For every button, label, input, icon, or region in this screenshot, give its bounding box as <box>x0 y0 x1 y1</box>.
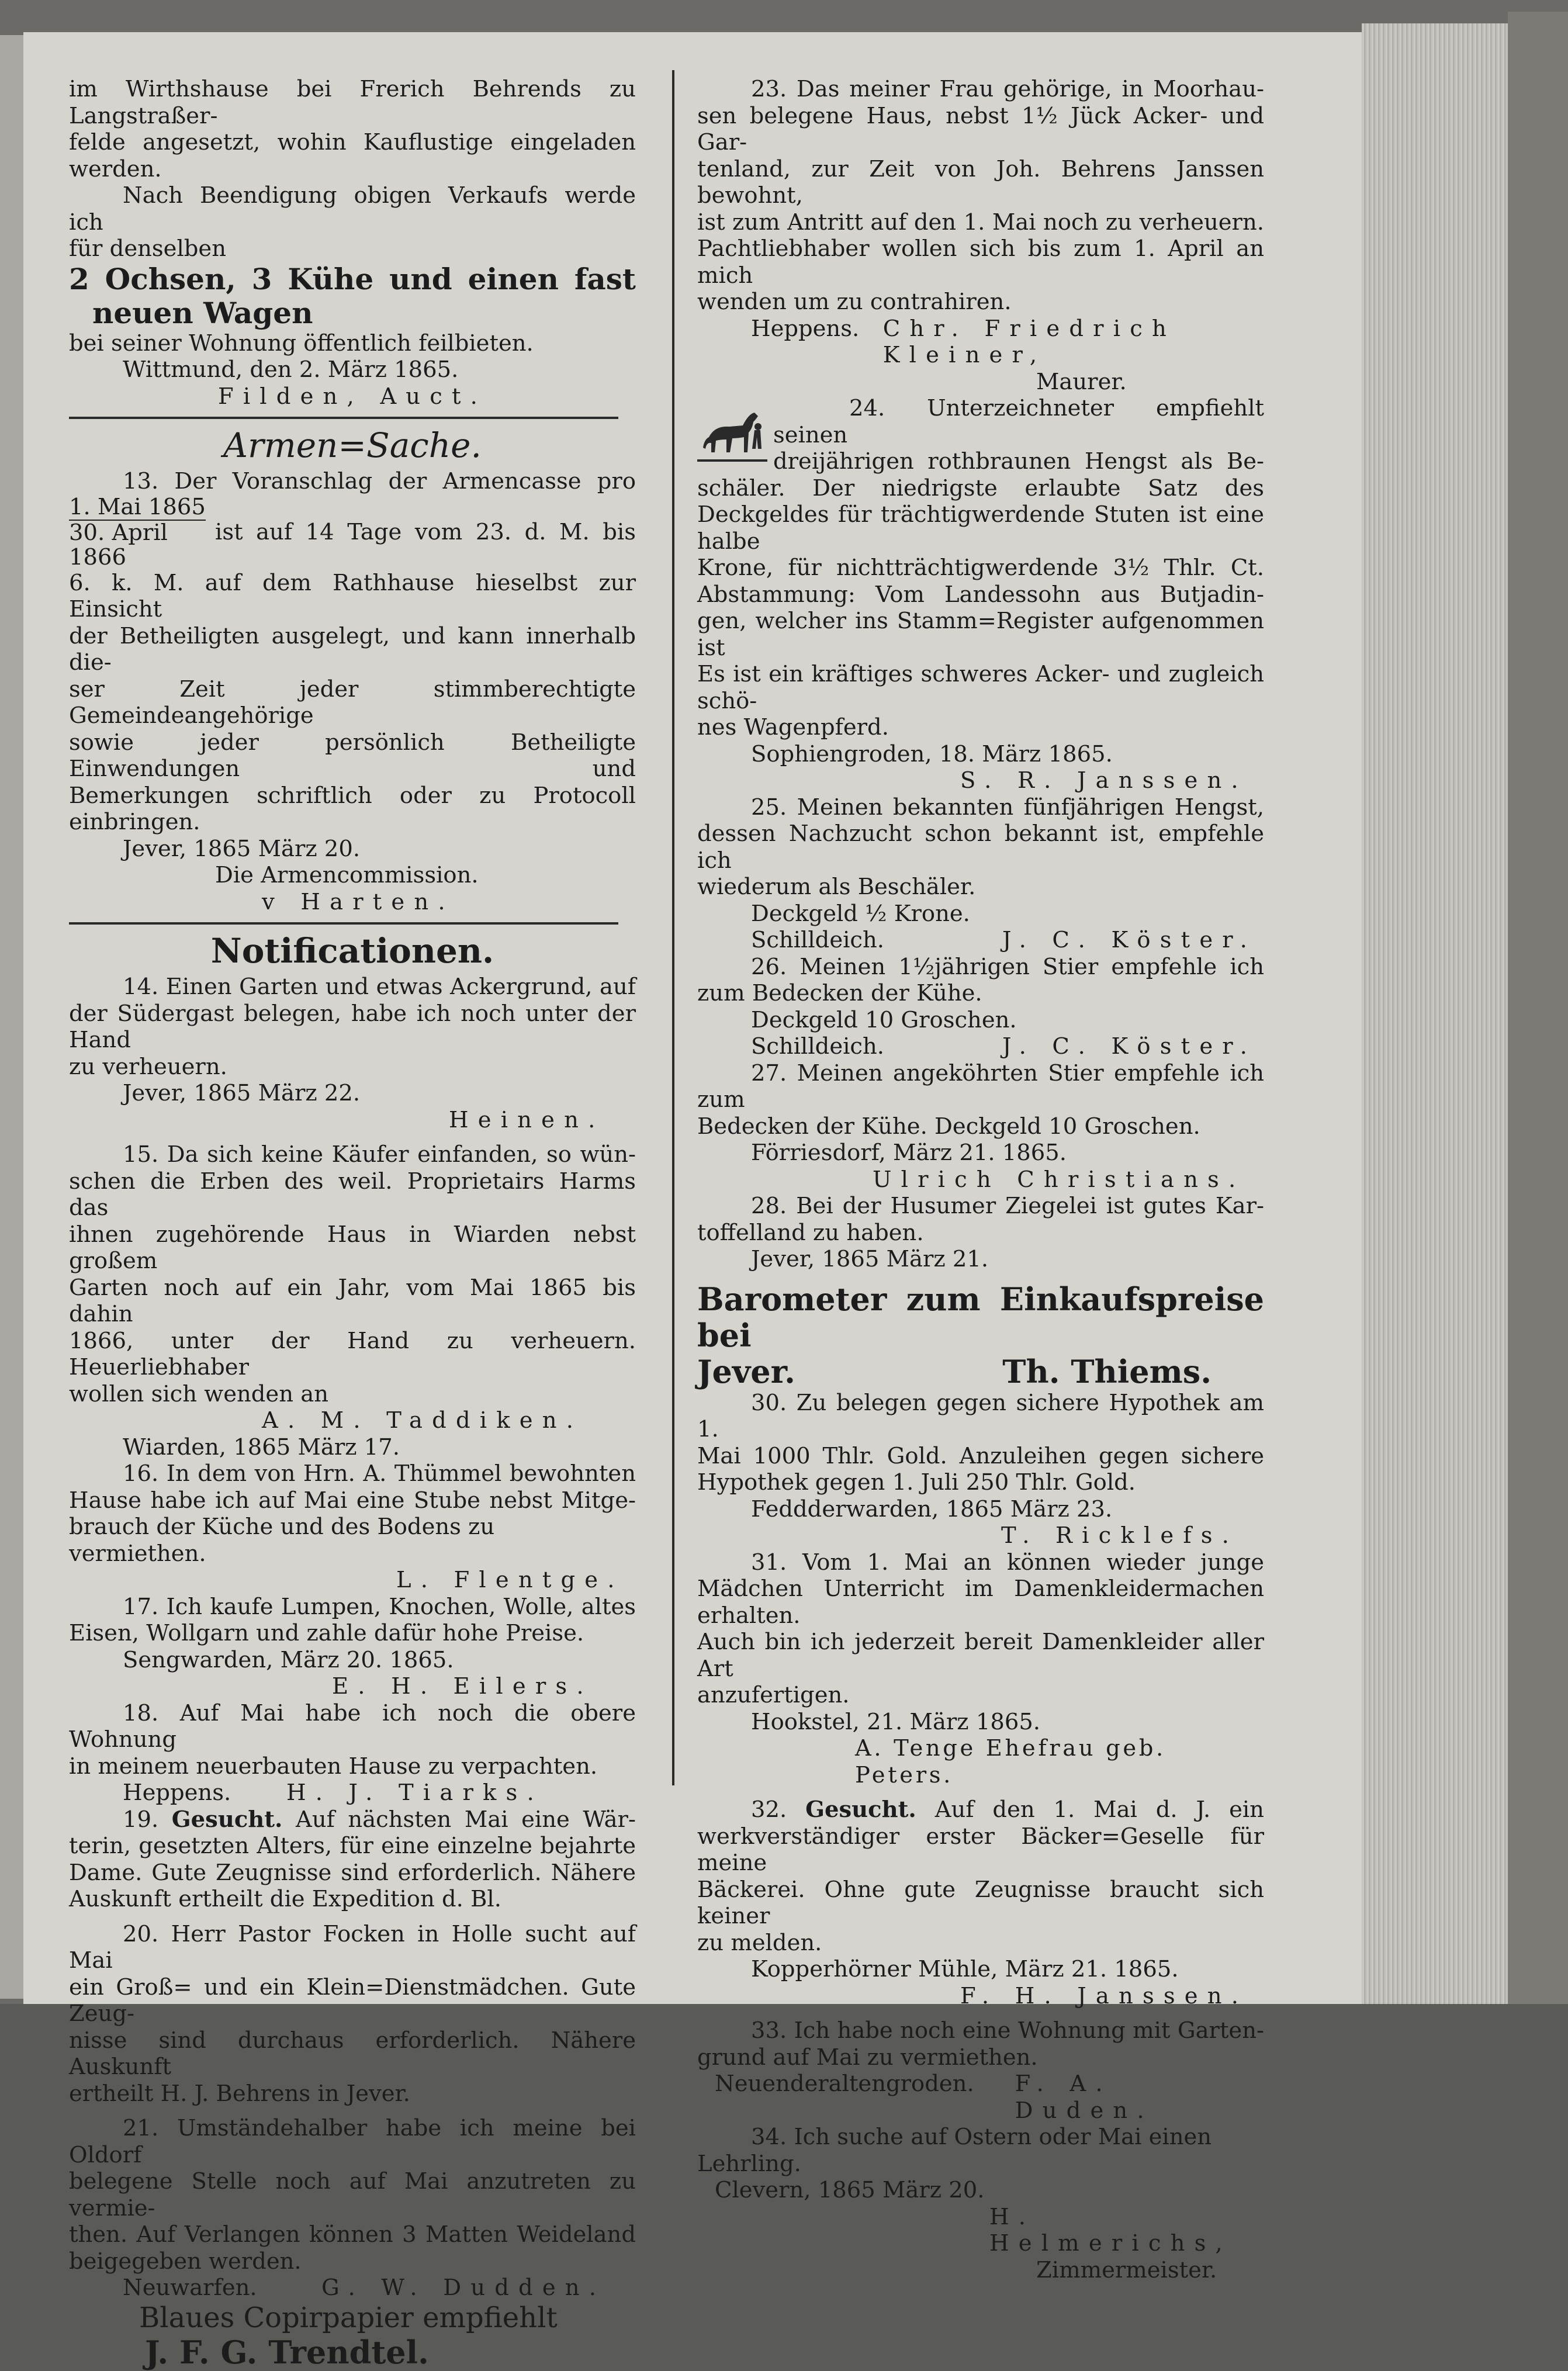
dateline: Sengwarden, März 20. 1865. <box>123 1646 454 1673</box>
occupation: Zimmermeister. <box>1036 2256 1217 2283</box>
notice-23 <box>697 76 1264 395</box>
spacer <box>69 1913 636 1921</box>
dateline: Hookstel, 21. März 1865. <box>751 1708 1041 1735</box>
text-line: sen belegene Haus, nebst 1½ Jück Acker- und Gar- <box>697 102 1264 155</box>
fee: Deckgeld 10 Groschen. <box>751 1006 1017 1033</box>
signature: Chr. Friedrich Kleiner, <box>882 315 1176 368</box>
auction-headline: neuen Wagen <box>92 295 313 330</box>
text-line: Eisen, Wollgarn und zahle dafür hohe Preise. <box>69 1620 584 1646</box>
signature: F. A. Duden. <box>1015 2071 1154 2124</box>
dateline: Heppens. <box>751 315 860 342</box>
text-line: 25. Meinen bekannten fünfjährigen Hengst, <box>751 794 1264 821</box>
section-rule <box>69 417 618 419</box>
text-line: 1866, unter der Hand zu verheuern. Heuerliebhaber <box>69 1327 636 1380</box>
date-range-row <box>69 495 636 570</box>
text-line <box>697 1797 1264 1823</box>
text-line <box>69 1806 636 1833</box>
ad-brand: Th. Thiems. <box>1002 1352 1212 1390</box>
text-line: Krone, für nichtträchtigwerdende 3½ Thlr. Ct. <box>697 555 1264 581</box>
signature: S. R. Janssen. <box>960 767 1248 794</box>
text-line: Nach Beendigung obigen Verkaufs werde ich <box>69 182 636 236</box>
right-column <box>697 76 1264 2283</box>
text-line: Garten noch auf ein Jahr, vom Mai 1865 bis dahin <box>69 1274 636 1327</box>
dateline: Kopperhörner Mühle, März 21. 1865. <box>751 1956 1179 1982</box>
text-line: zu verheuern. <box>69 1053 227 1080</box>
text-fragment: 24. Unterzeichneter empfiehlt seinen <box>773 395 1264 448</box>
text-line: 14. Einen Garten und etwas Ackergrund, auf <box>123 974 636 1000</box>
notice-number: 19. <box>123 1806 159 1833</box>
previous-page-edge <box>0 35 23 1999</box>
text-line: werkverständiger erster Bäcker=Geselle für meine <box>697 1823 1264 1876</box>
text-line: felde angesetzt, wohin Kauflustige eingeladen werden. <box>69 129 636 182</box>
keyword-gesucht: Gesucht. <box>805 1797 916 1823</box>
notice-28 <box>697 1193 1264 1273</box>
dateline: Schilldeich. <box>751 1033 885 1060</box>
dateline: Sophiengroden, 18. März 1865. <box>751 740 1113 767</box>
text-line: tenland, zur Zeit von Joh. Behrens Janssen bewohnt, <box>697 155 1264 209</box>
text-line: zu melden. <box>697 1929 822 1956</box>
text-line: für denselben <box>69 236 226 262</box>
text-line: Wittmund, den 2. März 1865. <box>123 356 459 383</box>
section-title-notificationen: Notificationen. <box>210 931 494 971</box>
fee: Deckgeld ½ Krone. <box>751 900 970 927</box>
dateline: Clevern, 1865 März 20. <box>715 2177 985 2203</box>
text-line: 34. Ich suche auf Ostern oder Mai einen Lehrling. <box>697 2124 1212 2177</box>
text-line: Pachtliebhaber wollen sich bis zum 1. April an mich <box>697 236 1264 289</box>
text-line: 13. Der Voranschlag der Armencasse pro <box>123 468 636 494</box>
dateline: Neuwarfen. <box>123 2275 257 2301</box>
advertisement-barometer <box>697 1281 1264 1390</box>
notice-34 <box>697 2124 1264 2283</box>
text-line: 6. k. M. auf dem Rathhause hieselbst zur Einsicht <box>69 569 636 622</box>
signature-row <box>697 1033 1264 1060</box>
text-line: toffelland zu haben. <box>697 1219 924 1246</box>
text-line: Dame. Gute Zeugnisse sind erforderlich. Nähere <box>69 1859 636 1886</box>
text-line: Hypothek gegen 1. Juli 250 Thlr. Gold. <box>697 1469 1136 1496</box>
notice-19 <box>69 1806 636 1913</box>
spacer <box>697 2009 1264 2017</box>
dateline: Förriesdorf, März 21. 1865. <box>751 1140 1067 1166</box>
signature-row <box>697 316 1264 369</box>
text-line: belegene Stelle noch auf Mai anzutreten zu vermie- <box>69 2168 636 2221</box>
signature-row <box>697 927 1264 954</box>
text-line: wenden um zu contrahiren. <box>697 289 1012 315</box>
text-line: 33. Ich habe noch eine Wohnung mit Garten- <box>751 2017 1264 2044</box>
text-line: 26. Meinen 1½jährigen Stier empfehle ich <box>751 953 1264 980</box>
signature: E. H. Eilers. <box>332 1673 593 1699</box>
text-line: Auskunft ertheilt die Expedition d. Bl. <box>69 1886 501 1912</box>
dateline: Feddderwarden, 1865 März 23. <box>751 1496 1113 1522</box>
signature: Heinen. <box>449 1106 605 1133</box>
text-line: sowie jeder persönlich Betheiligte Einwendungen und <box>69 729 636 782</box>
notice-20 <box>69 1921 636 2107</box>
text-line: anzufertigen. <box>697 1682 850 1708</box>
notice-14 <box>69 974 636 1133</box>
text-line: Auch bin ich jederzeit bereit Damenkleider aller Art <box>697 1629 1264 1682</box>
text-line: dreijährigen rothbraunen Hengst als Be- <box>773 448 1264 475</box>
text-line: Mai 1000 Thlr. Gold. Anzuleihen gegen sichere <box>697 1442 1264 1469</box>
text-line: brauch der Küche und des Bodens zu vermiethen. <box>69 1514 495 1567</box>
text-line: ein Groß= und ein Klein=Dienstmädchen. Gute Zeug- <box>69 1974 636 2027</box>
section-title-armen-sache: Armen=Sache. <box>223 425 482 465</box>
column-divider <box>672 70 674 1785</box>
text-line: wollen sich wenden an <box>69 1380 328 1407</box>
text-line: ser Zeit jeder stimmberechtigte Gemeindeangehörige <box>69 676 636 729</box>
dateline: Heppens. <box>123 1780 231 1806</box>
ad-footer-row <box>697 1354 1264 1390</box>
text-line: 15. Da sich keine Käufer einfanden, so wün- <box>123 1141 636 1168</box>
text-line: nisse sind durchaus erforderlich. Nähere Auskunft <box>69 2027 636 2080</box>
signature: J. C. Köster. <box>1002 1033 1257 1060</box>
book-page-edges <box>1362 23 1508 2004</box>
dateline: Schilldeich. <box>751 927 885 953</box>
notice-13 <box>69 468 636 915</box>
text-line: Deckgeldes für trächtigwerdende Stuten ist eine halbe <box>697 501 1264 555</box>
signature: Ulrich Christians. <box>873 1166 1245 1193</box>
text-line: ist zum Antritt auf den 1. Mai noch zu verheuern. <box>697 209 1264 236</box>
text-line: 30. Zu belegen gegen sichere Hypothek am 1. <box>697 1389 1264 1442</box>
text-line: Hause habe ich auf Mai eine Stube nebst Mitge- <box>69 1487 636 1514</box>
signature: H. J. Tiarks. <box>286 1780 544 1806</box>
notice-26 <box>697 954 1264 1060</box>
ad-brand: J. F. G. Trendtel. <box>145 2333 429 2371</box>
text-line: ertheilt H. J. Behrens in Jever. <box>69 2080 410 2107</box>
text-line: schäler. Der niedrigste erlaubte Satz des <box>697 475 1264 501</box>
text-line: ihnen zugehörende Haus in Wiarden nebst großem <box>69 1221 636 1274</box>
signature: v Harten. <box>262 888 455 915</box>
spacer <box>69 2107 636 2115</box>
text-line: bei seiner Wohnung öffentlich feilbieten. <box>69 330 534 356</box>
notice-31 <box>697 1549 1264 1789</box>
organization: Die Armencommission. <box>215 862 479 888</box>
notice-15 <box>69 1141 636 1460</box>
ad-place: Jever. <box>697 1352 795 1390</box>
notice-number: 32. <box>751 1797 787 1823</box>
notice-17 <box>69 1594 636 1700</box>
text-line: 27. Meinen angeköhrten Stier empfehle ich zum <box>697 1060 1264 1113</box>
text-fragment: Auf den 1. Mai d. J. ein <box>934 1797 1264 1823</box>
text-line: zum Bedecken der Kühe. <box>697 980 982 1006</box>
text-line: 16. In dem von Hrn. A. Thümmel bewohnten <box>123 1460 636 1487</box>
signature-row <box>69 2275 636 2301</box>
notice-21 <box>69 2115 636 2301</box>
date-range-bottom: 30. April 1866 <box>69 519 168 570</box>
signature: A. Tenge Ehefrau geb. Peters. <box>855 1735 1166 1788</box>
notice-30 <box>697 1390 1264 1549</box>
signature: H. Helmerichs, <box>989 2203 1232 2256</box>
signature: L. Flentge. <box>396 1567 624 1593</box>
ad-title: Barometer zum Einkaufspreise bei <box>697 1280 1264 1354</box>
text-line: Abstammung: Vom Landessohn aus Butjadin- <box>697 581 1264 608</box>
section-rule <box>69 922 618 925</box>
left-column <box>69 76 636 2370</box>
signature: Filden, Auct. <box>217 383 487 410</box>
text-line: ist auf 14 Tage vom 23. d. M. bis <box>215 518 636 545</box>
text-line: Bemerkungen schriftlich oder zu Protocoll einbringen. <box>69 782 636 835</box>
dateline: Jever, 1865 März 20. <box>123 835 361 862</box>
dateline: Jever, 1865 März 21. <box>751 1246 989 1272</box>
dateline: Wiarden, 1865 März 17. <box>123 1434 400 1460</box>
signature: J. C. Köster. <box>1002 927 1257 953</box>
date-range-top: 1. Mai 1865 <box>69 493 206 520</box>
notice-25 <box>697 794 1264 954</box>
signature: G. W. Dudden. <box>321 2275 606 2301</box>
text-line: wiederum als Beschäler. <box>697 874 976 900</box>
text-fragment: Auf nächsten Mai eine Wär- <box>296 1806 636 1833</box>
dateline: Neuenderaltengroden. <box>715 2071 974 2097</box>
text-line: schen die Erben des weil. Proprietairs Harms das <box>69 1168 636 1221</box>
occupation: Maurer. <box>1036 368 1127 395</box>
text-line <box>697 395 1264 448</box>
notice-32 <box>697 1797 1264 2009</box>
notice-16 <box>69 1460 636 1594</box>
text-line: Bäckerei. Ohne gute Zeugnisse braucht sich keiner <box>697 1876 1264 1929</box>
text-line: Bedecken der Kühe. Deckgeld 10 Groschen. <box>697 1113 1200 1140</box>
ad-text: Blaues Copirpapier empfiehlt <box>139 2301 558 2334</box>
text-line: 17. Ich kaufe Lumpen, Knochen, Wolle, altes <box>123 1593 636 1620</box>
auction-headline: 2 Ochsen, 3 Kühe und einen fast <box>69 261 636 296</box>
signature-row <box>697 2071 1264 2124</box>
text-line: Mädchen Unterricht im Damenkleidermachen erhalten. <box>697 1576 1264 1629</box>
text-line: der Südergast belegen, habe ich noch unter der Hand <box>69 1000 636 1053</box>
text-line: grund auf Mai zu vermiethen. <box>697 2044 1038 2071</box>
text-line: 28. Bei der Husumer Ziegelei ist gutes Kar- <box>751 1193 1264 1219</box>
spacer <box>69 1133 636 1141</box>
book-binding <box>1508 12 1568 2004</box>
text-line: gen, welcher ins Stamm=Register aufgenommen ist <box>697 608 1264 661</box>
text-line: 20. Herr Pastor Focken in Holle sucht auf Mai <box>69 1920 636 1974</box>
text-line: 18. Auf Mai habe ich noch die obere Wohnung <box>69 1699 636 1753</box>
auction-notice <box>69 76 636 410</box>
text-line: terin, gesetzten Alters, für eine einzelne bejahrte <box>69 1833 636 1859</box>
text-line: der Betheiligten ausgelegt, und kann innerhalb die- <box>69 622 636 676</box>
text-line: then. Auf Verlangen können 3 Matten Weideland <box>69 2221 636 2248</box>
text-line: 23. Das meiner Frau gehörige, in Moorhau- <box>751 76 1264 102</box>
text-line: beigegeben werden. <box>69 2248 302 2275</box>
text-line: im Wirthshause bei Frerich Behrends zu Langstraßer- <box>69 76 636 129</box>
keyword-gesucht: Gesucht. <box>171 1806 283 1833</box>
advertisement-trendtel <box>69 2301 636 2370</box>
notice-27 <box>697 1060 1264 1193</box>
signature-row <box>69 1780 636 1806</box>
dateline: Jever, 1865 März 22. <box>123 1080 361 1106</box>
notice-24 <box>697 395 1264 794</box>
text-line: nes Wagenpferd. <box>697 714 889 740</box>
notice-18 <box>69 1700 636 1806</box>
text-line: 31. Vom 1. Mai an können wieder junge <box>751 1549 1264 1576</box>
date-range <box>69 495 215 570</box>
spacer <box>697 1788 1264 1797</box>
spacer <box>697 1273 1264 1281</box>
signature: F. H. Janssen. <box>960 1982 1248 2009</box>
notice-33 <box>697 2017 1264 2124</box>
text-line: dessen Nachzucht schon bekannt ist, empfehle ich <box>697 821 1264 874</box>
signature: A. M. Taddiken. <box>262 1407 583 1434</box>
text-line: in meinem neuerbauten Hause zu verpachten. <box>69 1753 598 1780</box>
text-line: 21. Umständehalber habe ich meine bei Oldorf <box>69 2115 636 2168</box>
text-line: Es ist ein kräftiges schweres Acker- und zugleich schö- <box>697 661 1264 714</box>
horse-illustration-icon <box>697 396 767 466</box>
signature: T. Ricklefs. <box>1001 1522 1239 1549</box>
